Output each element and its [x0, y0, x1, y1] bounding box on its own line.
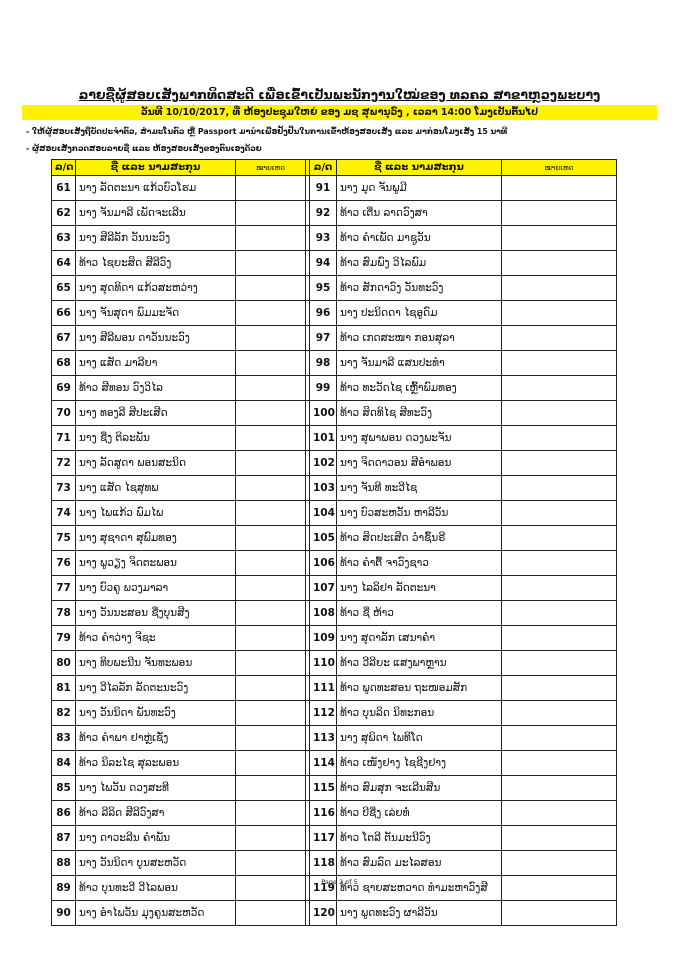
row-number-right: 120	[310, 901, 337, 926]
instruction-note-check: - ຜູ້ສອບເສັງກວດສອບລາຍຊື່ ແລະ ຫ້ອງສອບເສັງຂອງຕົນເອງດ້ວຍ	[26, 144, 262, 153]
table-row	[52, 726, 617, 751]
candidate-name-left: ນາງ ວີໄລລັກ ລັດຕະນະວົງ	[76, 676, 236, 701]
row-number-left: 86	[52, 801, 76, 826]
remark-cell-right	[502, 326, 617, 351]
row-number-left: 61	[52, 176, 76, 201]
candidate-name-right: ທ້າວ ສົມລົດ ມະໄລສອນ	[337, 851, 502, 876]
remark-cell-right	[502, 551, 617, 576]
row-number-right: 98	[310, 351, 337, 376]
candidate-name-right: ນາງ ພູດທະວົງ ຜາລີວັນ	[337, 901, 502, 926]
table-row	[52, 251, 617, 276]
table-row	[52, 426, 617, 451]
table-row	[52, 651, 617, 676]
row-number-left: 90	[52, 901, 76, 926]
candidate-name-right: ທ້າວ ສົມພົງ ວິໄລພົມ	[337, 251, 502, 276]
table-header-row	[52, 160, 617, 176]
remark-cell-right	[502, 701, 617, 726]
row-number-right: 100	[310, 401, 337, 426]
row-number-right: 97	[310, 326, 337, 351]
table-row	[52, 201, 617, 226]
candidate-name-right: ທ້າວ ເກດສະໜາ ກອນສຸລາ	[337, 326, 502, 351]
candidate-name-left: ນາງ ບົວຄູ ພວງມາລາ	[76, 576, 236, 601]
candidate-name-left: ນາງ ສຸຊາດາ ສຸພົມທອງ	[76, 526, 236, 551]
candidate-roster-table	[51, 159, 617, 926]
remark-cell-right	[502, 276, 617, 301]
remark-cell-left	[236, 301, 306, 326]
candidate-name-right: ທ້າວ ສິດປະເສີດ ວໍາຊົ້ນຣີ	[337, 526, 502, 551]
row-number-right: 108	[310, 601, 337, 626]
remark-cell-right	[502, 526, 617, 551]
candidate-name-left: ທ້າວ ໄຊຍະສິດ ສີລີວົງ	[76, 251, 236, 276]
remark-cell-right	[502, 826, 617, 851]
remark-cell-right	[502, 601, 617, 626]
table-row	[52, 276, 617, 301]
table-row	[52, 301, 617, 326]
table-row	[52, 901, 617, 926]
table-row	[52, 501, 617, 526]
remark-cell-left	[236, 176, 306, 201]
row-number-right: 92	[310, 201, 337, 226]
table-row	[52, 401, 617, 426]
remark-cell-left	[236, 226, 306, 251]
table-row	[52, 376, 617, 401]
remark-cell-right	[502, 501, 617, 526]
row-number-left: 67	[52, 326, 76, 351]
table-row	[52, 826, 617, 851]
row-number-right: 119	[310, 876, 337, 901]
row-number-left: 87	[52, 826, 76, 851]
candidate-name-right: ທ້າວ ພູດທະສອນ ຖະໜອມສັກ	[337, 676, 502, 701]
candidate-name-left: ນາງ ສີລີພອນ ດາວັນນະວົງ	[76, 326, 236, 351]
remark-cell-left	[236, 601, 306, 626]
remark-cell-left	[236, 576, 306, 601]
table-row	[52, 451, 617, 476]
candidate-name-right: ທ້າວ ຊີ່ ຫ້າວ	[337, 601, 502, 626]
header-no-left: ລ/ດ	[52, 160, 76, 176]
table-row	[52, 701, 617, 726]
remark-cell-left	[236, 726, 306, 751]
remark-cell-right	[502, 351, 617, 376]
remark-cell-left	[236, 526, 306, 551]
row-number-left: 64	[52, 251, 76, 276]
table-row	[52, 226, 617, 251]
instruction-note-id: - ໃຫ້ຜູ້ສອບເສັງຖືບັດປະຈຳຕົວ, ສຳມະໂນຄົວ ຫຼື Passport ມານຳເພື່ອຢັ້ງຢືນໃນການເຂົ້າຫ້ອງສອບເສັງ ແລະ ມາກ່ອນໂມງເສັງ 15 ນາທີ	[26, 127, 508, 136]
candidate-name-right: ທ້າວ ຊາຍສະຫວາດ ທຳມະຫາວົງສີ	[337, 876, 502, 901]
row-number-left: 74	[52, 501, 76, 526]
row-number-right: 103	[310, 476, 337, 501]
row-number-right: 94	[310, 251, 337, 276]
remark-cell-right	[502, 651, 617, 676]
row-number-left: 89	[52, 876, 76, 901]
remark-cell-right	[502, 426, 617, 451]
row-number-right: 105	[310, 526, 337, 551]
row-number-left: 88	[52, 851, 76, 876]
row-number-right: 109	[310, 626, 337, 651]
candidate-name-left: ນາງ ລັດສູດາ ພອນສະນິດ	[76, 451, 236, 476]
candidate-name-right: ທ້າວ ສິດທິໄຊ ສີທະວົງ	[337, 401, 502, 426]
row-number-right: 106	[310, 551, 337, 576]
candidate-name-left: ນາງ ຈັນມາລີ ເພັດຈະເລີນ	[76, 201, 236, 226]
remark-cell-right	[502, 176, 617, 201]
remark-cell-left	[236, 501, 306, 526]
row-number-right: 104	[310, 501, 337, 526]
candidate-name-right: ນາງ ໄລລິຢາ ລັດຕະນາ	[337, 576, 502, 601]
candidate-name-left: ນາງ ດາວະລີນ ຄຳພັນ	[76, 826, 236, 851]
row-number-right: 113	[310, 726, 337, 751]
remark-cell-left	[236, 201, 306, 226]
candidate-name-left: ນາງ ແສັດ ໄຊສຸທພ	[76, 476, 236, 501]
row-number-right: 110	[310, 651, 337, 676]
header-remark-right: ໝາຍເຫດ	[502, 160, 617, 176]
remark-cell-right	[502, 751, 617, 776]
header-name-right: ຊື່ ແລະ ນາມສະກຸນ	[337, 160, 502, 176]
row-number-right: 101	[310, 426, 337, 451]
remark-cell-left	[236, 351, 306, 376]
row-number-left: 73	[52, 476, 76, 501]
row-number-right: 115	[310, 776, 337, 801]
candidate-name-right: ນາງ ມຸດ ຈັນພູມີ	[337, 176, 502, 201]
remark-cell-right	[502, 251, 617, 276]
candidate-name-left: ທ້າວ ນິລະໄຊ ສຸລະພອນ	[76, 751, 236, 776]
row-number-left: 80	[52, 651, 76, 676]
remark-cell-right	[502, 401, 617, 426]
candidate-name-right: ນາງ ຈັນທີ ທະວີໄຊ	[337, 476, 502, 501]
candidate-name-left: ນາງ ຊີ່ງ ຕິລະພັນ	[76, 426, 236, 451]
remark-cell-right	[502, 626, 617, 651]
remark-cell-right	[502, 851, 617, 876]
row-number-right: 117	[310, 826, 337, 851]
remark-cell-left	[236, 401, 306, 426]
row-number-left: 84	[52, 751, 76, 776]
candidate-name-left: ນາງ ທອງລີ ສີປະເສີດ	[76, 401, 236, 426]
remark-cell-left	[236, 651, 306, 676]
candidate-name-left: ນາງ ແສັດ ມາລີຍາ	[76, 351, 236, 376]
remark-cell-left	[236, 776, 306, 801]
page-number: Page 2 of 5	[321, 878, 358, 886]
candidate-name-left: ນາງ ວັນນິດາ ພັນທະວົງ	[76, 701, 236, 726]
table-row	[52, 526, 617, 551]
remark-cell-left	[236, 676, 306, 701]
row-number-left: 69	[52, 376, 76, 401]
row-number-right: 96	[310, 301, 337, 326]
candidate-name-right: ທ້າວ ຄຳເພັດ ມາຊູວັນ	[337, 226, 502, 251]
row-number-left: 81	[52, 676, 76, 701]
candidate-name-right: ນາງ ປະນິດດາ ໄຊອູດົມ	[337, 301, 502, 326]
row-number-right: 116	[310, 801, 337, 826]
remark-cell-right	[502, 776, 617, 801]
candidate-name-left: ນາງ ພູວຽງ ຈິດຕະພອນ	[76, 551, 236, 576]
row-number-right: 114	[310, 751, 337, 776]
remark-cell-left	[236, 626, 306, 651]
exam-date-venue-banner: ວັນທີ 10/10/2017, ທີ່ ຫ້ອງປະຊຸມໃຫຍ່ ຂອງ ມຊ ສຸພານຸວົງ , ເວລາ 14:00 ໂມງເປັນຕົ້ນໄປ	[22, 105, 657, 120]
candidate-name-right: ນາງ ບົວສະຫວັນ ຫາລີວັນ	[337, 501, 502, 526]
remark-cell-left	[236, 476, 306, 501]
candidate-name-left: ທ້າວ ຄຳພາ ຢາຫຼ່ເຊັ່ງ	[76, 726, 236, 751]
candidate-name-right: ທ້າວ ເໜັງຢາງ ໄຊຊີງຢາງ	[337, 751, 502, 776]
row-number-left: 68	[52, 351, 76, 376]
row-number-left: 76	[52, 551, 76, 576]
candidate-name-left: ນາງ ສຸດທິດາ ແກ້ວສະຫວ່າງ	[76, 276, 236, 301]
table-row	[52, 326, 617, 351]
row-number-right: 93	[310, 226, 337, 251]
table-row	[52, 851, 617, 876]
row-number-left: 66	[52, 301, 76, 326]
candidate-name-left: ນາງ ວັນນະສອນ ຊີ່ງບຸນສີງ	[76, 601, 236, 626]
remark-cell-right	[502, 451, 617, 476]
candidate-name-left: ທ້າວ ຄຳວ່າງ ຈີຊະ	[76, 626, 236, 651]
table-row	[52, 751, 617, 776]
remark-cell-left	[236, 701, 306, 726]
row-number-left: 78	[52, 601, 76, 626]
table-row	[52, 176, 617, 201]
candidate-name-right: ທ້າວ ບີຊີ່ງ ເລ່ຍທໍ່	[337, 801, 502, 826]
row-number-right: 102	[310, 451, 337, 476]
row-number-left: 63	[52, 226, 76, 251]
row-number-left: 77	[52, 576, 76, 601]
remark-cell-left	[236, 851, 306, 876]
candidate-name-right: ທ້າວ ທະວັດໄຊ ເຫຼົ້າພົມທອງ	[337, 376, 502, 401]
row-number-left: 82	[52, 701, 76, 726]
candidate-name-right: ນາງ ຈິດດາວອນ ສີອຳພອນ	[337, 451, 502, 476]
row-number-left: 71	[52, 426, 76, 451]
candidate-name-right: ທ້າວ ຄຳຕື້ ຈາວົງຊາວ	[337, 551, 502, 576]
candidate-name-left: ນາງ ອຳໄພວັນ ມຸງຄູນສະຫວັດ	[76, 901, 236, 926]
row-number-left: 75	[52, 526, 76, 551]
table-row	[52, 576, 617, 601]
remark-cell-left	[236, 376, 306, 401]
candidate-name-right: ທ້າວ ບຸນລິດ ນິທະກອນ	[337, 701, 502, 726]
candidate-name-left: ນາງ ຈັນສຸດາ ພົມມະຈັດ	[76, 301, 236, 326]
table-row	[52, 551, 617, 576]
candidate-name-left: ນາງ ວັນນິດາ ບູນສະຫວັດ	[76, 851, 236, 876]
table-row	[52, 626, 617, 651]
remark-cell-left	[236, 326, 306, 351]
remark-cell-right	[502, 576, 617, 601]
remark-cell-right	[502, 301, 617, 326]
candidate-name-right: ທ້າວ ເຕີ່ນ ລາດວົງສາ	[337, 201, 502, 226]
remark-cell-left	[236, 251, 306, 276]
row-number-left: 70	[52, 401, 76, 426]
row-number-right: 111	[310, 676, 337, 701]
candidate-name-right: ທ້າວ ໂຕລີ ຕັນມະນີວົງ	[337, 826, 502, 851]
row-number-left: 83	[52, 726, 76, 751]
remark-cell-left	[236, 901, 306, 926]
candidate-name-left: ທ້າວ ລີລິດ ສີລີວົງສາ	[76, 801, 236, 826]
remark-cell-right	[502, 801, 617, 826]
candidate-name-right: ນາງ ສຸພິດາ ໄພທິໂດ	[337, 726, 502, 751]
row-number-left: 79	[52, 626, 76, 651]
remark-cell-right	[502, 726, 617, 751]
candidate-name-right: ທ້າວ ສົມສຸກ ຈະເລີນສີນ	[337, 776, 502, 801]
row-number-right: 107	[310, 576, 337, 601]
candidate-name-right: ທ້າວ ສັກດາວົງ ວັນທະວົງ	[337, 276, 502, 301]
row-number-left: 72	[52, 451, 76, 476]
candidate-name-left: ນາງ ສີລີລັກ ວັນນະວົງ	[76, 226, 236, 251]
remark-cell-left	[236, 451, 306, 476]
table-row	[52, 801, 617, 826]
remark-cell-right	[502, 376, 617, 401]
candidate-name-left: ນາງ ທິບພະນີນ ຈັນທະພອນ	[76, 651, 236, 676]
remark-cell-right	[502, 476, 617, 501]
candidate-name-right: ທ້າວ ວີລີຍະ ແສງພາຫຼານ	[337, 651, 502, 676]
remark-cell-right	[502, 226, 617, 251]
row-number-right: 95	[310, 276, 337, 301]
row-number-left: 85	[52, 776, 76, 801]
candidate-name-right: ນາງ ສຸດາລັກ ເສນາຄຳ	[337, 626, 502, 651]
remark-cell-left	[236, 801, 306, 826]
document-title: ລາຍຊື່ຜູ້ສອບເສັງພາກທິດສະດີ ເພື່ອເຂົ້າເປັນພະນັກງານໃໝ່ຂອງ ທລຄລ ສາຂາຫຼວງພະບາງ	[78, 87, 601, 102]
table-row	[52, 351, 617, 376]
candidate-name-left: ນາງ ໄພແກ້ວ ພົມໄພ	[76, 501, 236, 526]
header-remark-left: ໝາຍເຫດ	[236, 160, 306, 176]
table-row	[52, 601, 617, 626]
candidate-name-left: ນາງ ລັດຕະນາ ແກ້ວບົວໂຮມ	[76, 176, 236, 201]
candidate-name-right: ນາງ ຈັນມາລີ ແສນປະທຳ	[337, 351, 502, 376]
row-number-right: 91	[310, 176, 337, 201]
table-row	[52, 676, 617, 701]
remark-cell-left	[236, 751, 306, 776]
row-number-left: 65	[52, 276, 76, 301]
remark-cell-right	[502, 676, 617, 701]
candidate-name-left: ທ້າວ ສີທອນ ວົງວິໄລ	[76, 376, 236, 401]
candidate-name-right: ນາງ ສຸພາພອນ ດວງພະຈັນ	[337, 426, 502, 451]
row-number-right: 118	[310, 851, 337, 876]
row-number-right: 99	[310, 376, 337, 401]
table-row	[52, 776, 617, 801]
table-row	[52, 476, 617, 501]
row-number-left: 62	[52, 201, 76, 226]
remark-cell-left	[236, 426, 306, 451]
remark-cell-right	[502, 901, 617, 926]
remark-cell-left	[236, 276, 306, 301]
remark-cell-left	[236, 551, 306, 576]
remark-cell-left	[236, 826, 306, 851]
row-number-right: 112	[310, 701, 337, 726]
header-name-left: ຊື່ ແລະ ນາມສະກຸນ	[76, 160, 236, 176]
candidate-name-left: ທ້າວ ບຸນທະວີ ວີໄລພອນ	[76, 876, 236, 901]
header-no-right: ລ/ດ	[310, 160, 337, 176]
remark-cell-right	[502, 201, 617, 226]
candidate-name-left: ນາງ ໄພວັນ ດວງສະທີ	[76, 776, 236, 801]
